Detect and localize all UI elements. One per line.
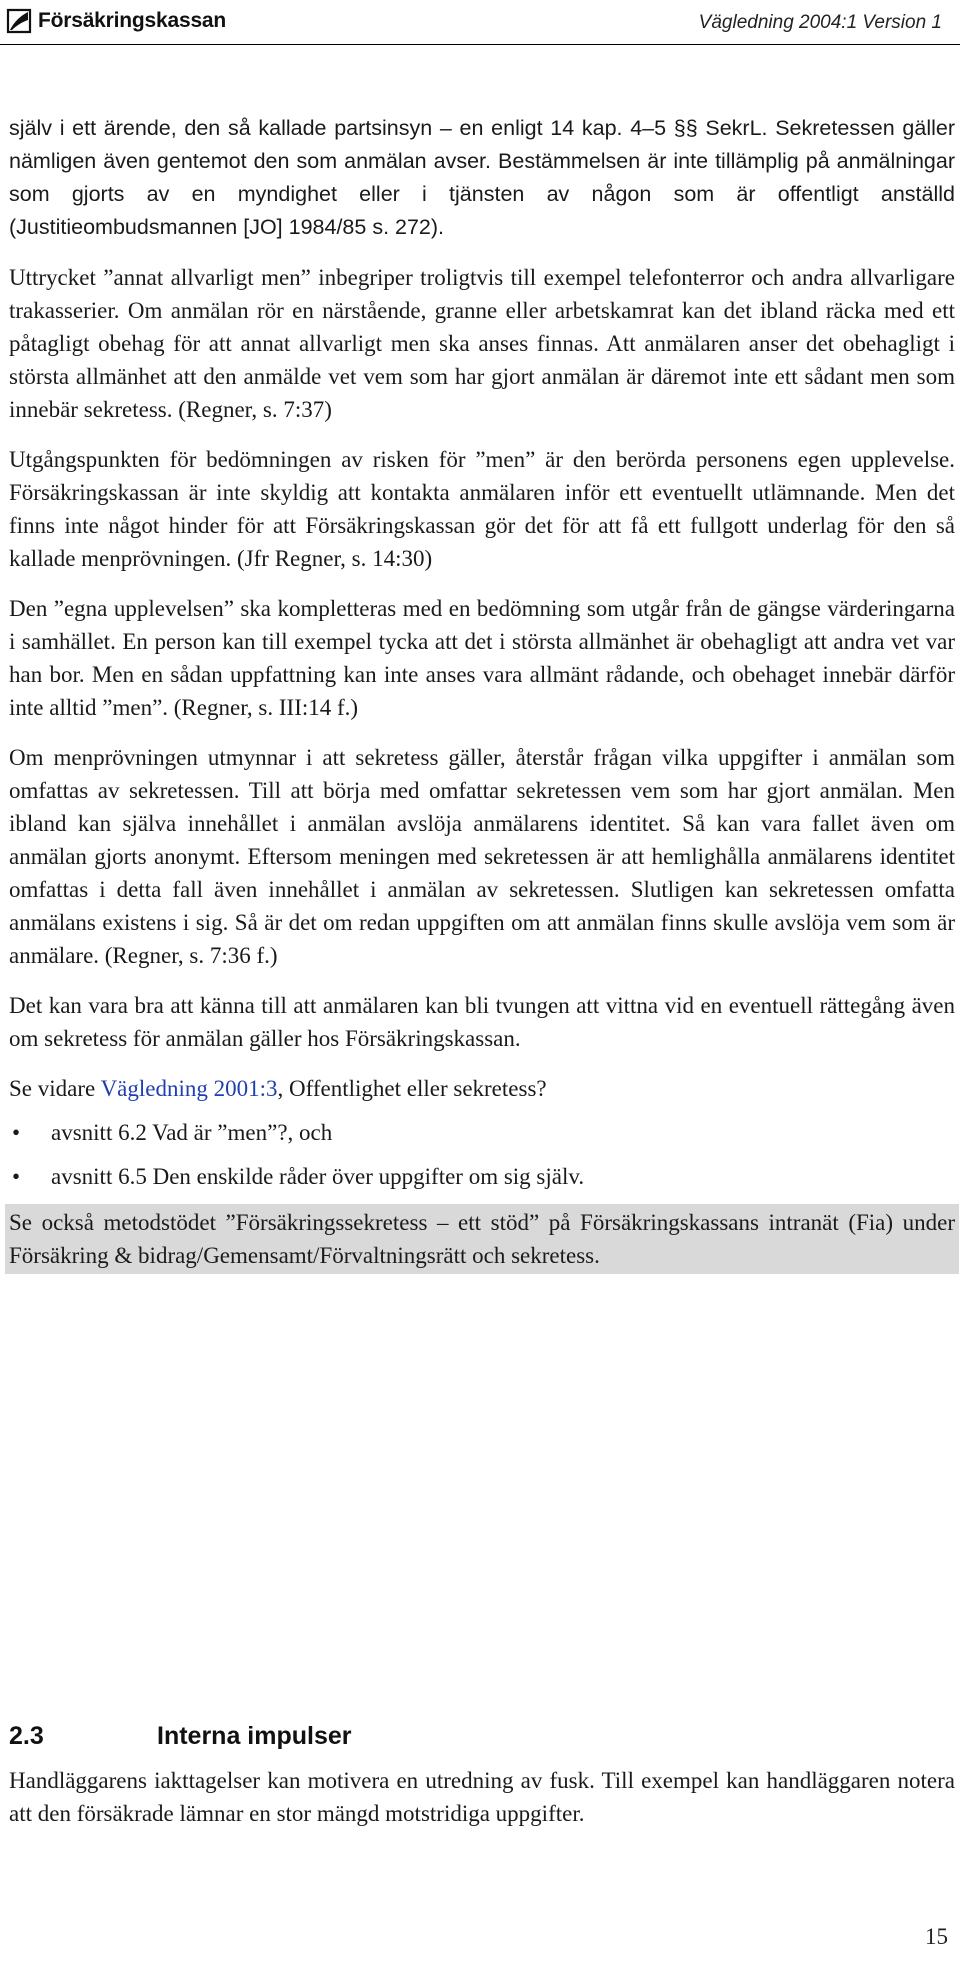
brand-logo (6, 8, 226, 34)
bullet-text: avsnitt 6.5 Den enskilde råder över uppgifter om sig själv. (51, 1164, 585, 1189)
paragraph-egna-upplevelsen: Den ”egna upplevelsen” ska kompletteras med en bedömning som utgår från de gängse värderingarna i samhället. En person kan till exempel tycka att det i största allmänhet är obehagligt att andra vet var han bor. Men en sådan uppfattning kan inte anses vara allmänt rådande, och obehaget innebär därför inte alltid ”men”. (Regner, s. III:14 f.) (9, 596, 955, 720)
paragraph-menprovningen: Om menprövningen utmynnar i att sekretess gäller, återstår frågan vilka uppgifter i anmälan som omfattas av sekretessen. Till att börja med omfattar sekretessen vem som har gjort anmälan. Men ibland kan själva innehållet i anmälan avslöja anmälarens identitet. Så kan vara fallet även om anmälan gjorts anonymt. Eftersom meningen med sekretessen är att hemlighålla anmälarens identitet omfattas i detta fall även innehållet i anmälan av sekretessen. Slutligen kan sekretessen omfatta anmälans existens i sig. Så är det om redan uppgiften om att anmälan finns skulle avslöja vem som är anmälare. (Regner, s. 7:36 f.) (9, 745, 955, 968)
logo-text: Försäkringskassan (38, 9, 227, 32)
see-also-suffix: , Offentlighet eller sekretess? (277, 1076, 547, 1101)
list-item (9, 1160, 955, 1193)
paragraph-utgangspunkten: Utgångspunkten för bedömningen av risken för ”men” är den berörda personens egen upplevelse. Försäkringskassan är inte skyldig att kontakta anmälaren inför ett eventuellt utlämnande. Men det finns inte något hinder för att Försäkringskassan gör det för att få ett fullgott underlag för den så kallade menprövningen. (Jfr Regner, s. 14:30) (9, 447, 955, 571)
highlighted-note: Se också metodstödet ”Försäkringssekretess – ett stöd” på Försäkringskassans intranät (Fia) under Försäkring & bidrag/Gemensamt/Förvaltningsrätt och sekretess. (5, 1204, 959, 1274)
document-version: Vägledning 2004:1 Version 1 (698, 12, 942, 33)
see-also-prefix: Se vidare (9, 1076, 101, 1101)
bullet-icon: • (12, 1164, 21, 1189)
bullet-icon: • (12, 1120, 21, 1145)
page-number: 15 (925, 1924, 948, 1949)
document-body (9, 112, 955, 1274)
paragraph-vittna: Det kan vara bra att känna till att anmälaren kan bli tvungen att vittna vid en eventuell rättegång även om sekretess för anmälan gäller hos Försäkringskassan. (9, 993, 955, 1051)
page-header (0, 0, 960, 48)
list-item (9, 1116, 955, 1149)
header-divider (0, 44, 960, 45)
paragraph-allvarligt-men: Uttrycket ”annat allvarligt men” inbegriper troligtvis till exempel telefonterror och andra allvarligare trakasserier. Om anmälan rör en närstående, granne eller arbetskamrat kan det ibland räcka med ett påtagligt obehag för att annat allvarligt men ska anses finnas. Att anmälaren anser det obehagligt i största allmänhet att den anmälde vet vem som har gjort anmälan är däremot inte ett sådant men som innebär sekretess. (Regner, s. 7:37) (9, 265, 955, 422)
section-title: Interna impulser (157, 1722, 352, 1750)
shield-logo-icon (6, 8, 32, 34)
section-number: 2.3 (9, 1722, 44, 1750)
section-paragraph: Handläggarens iakttagelser kan motivera en utredning av fusk. Till exempel kan handläggaren notera att den försäkrade lämnar en stor mängd motstridiga uppgifter. (9, 1768, 955, 1826)
see-also-line (9, 1072, 955, 1105)
section-heading (9, 1722, 352, 1751)
vagledning-2001-3-link[interactable]: Vägledning 2001:3 (100, 1076, 278, 1101)
bullet-text: avsnitt 6.2 Vad är ”men”?, och (51, 1120, 333, 1145)
paragraph-partsinsyn: själv i ett ärende, den så kallade partsinsyn – en enligt 14 kap. 4–5 §§ SekrL. Sekretessen gäller nämligen även gentemot den som anmälan avser. Bestämmelsen är inte tillämplig på anmälningar som gjorts av en myndighet eller i tjänsten av någon som är offentligt anställd (Justitieombudsmannen [JO] 1984/85 s. 272). (9, 116, 955, 239)
